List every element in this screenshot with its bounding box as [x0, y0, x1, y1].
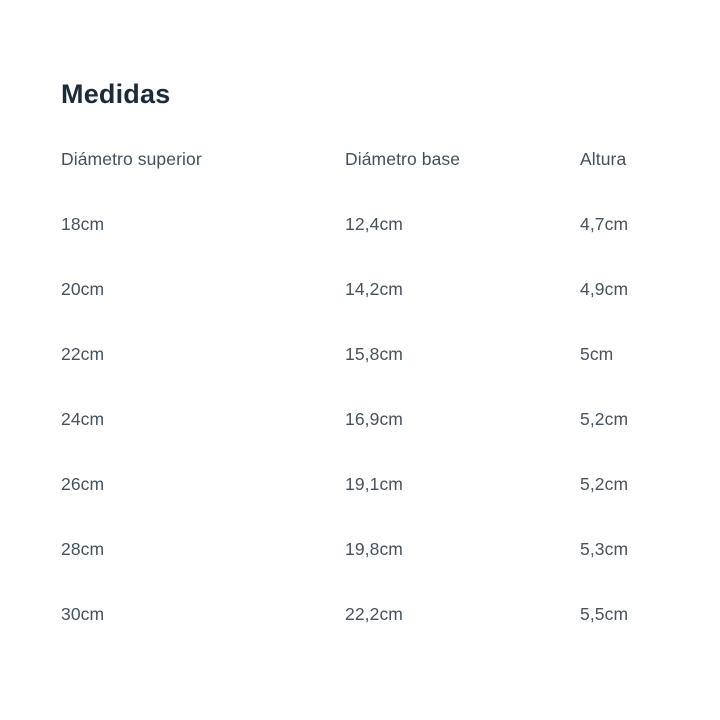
cell-diametro-superior: 20cm: [61, 279, 105, 299]
cell-diametro-base: 19,8cm: [345, 539, 403, 559]
cell-diametro-superior: 30cm: [61, 604, 105, 624]
cell-altura: 5cm: [580, 344, 614, 364]
cell-altura: 4,9cm: [580, 279, 629, 299]
cell-altura: 5,2cm: [580, 409, 629, 429]
cell-diametro-superior: 18cm: [61, 214, 105, 234]
table-row: [61, 192, 680, 257]
cell-diametro-base: 15,8cm: [345, 344, 403, 364]
table-row: [61, 517, 680, 582]
cell-diametro-base: 22,2cm: [345, 604, 403, 624]
cell-diametro-superior: 24cm: [61, 409, 105, 429]
table-row: [61, 582, 680, 647]
table-header-row: [61, 127, 680, 192]
table-row: [61, 257, 680, 322]
cell-altura: 5,3cm: [580, 539, 629, 559]
table-row: [61, 387, 680, 452]
table-row: [61, 452, 680, 517]
column-header-diametro-superior: Diámetro superior: [61, 149, 202, 169]
column-header-diametro-base: Diámetro base: [345, 149, 461, 169]
cell-diametro-base: 19,1cm: [345, 474, 403, 494]
cell-altura: 5,5cm: [580, 604, 629, 624]
cell-altura: 4,7cm: [580, 214, 629, 234]
table-body: [61, 192, 680, 647]
measurements-table: [61, 127, 680, 647]
cell-altura: 5,2cm: [580, 474, 629, 494]
cell-diametro-base: 12,4cm: [345, 214, 403, 234]
cell-diametro-superior: 22cm: [61, 344, 105, 364]
cell-diametro-superior: 28cm: [61, 539, 105, 559]
cell-diametro-base: 16,9cm: [345, 409, 403, 429]
table-row: [61, 322, 680, 387]
cell-diametro-base: 14,2cm: [345, 279, 403, 299]
column-header-altura: Altura: [580, 149, 627, 169]
section-title: Medidas: [61, 79, 171, 109]
cell-diametro-superior: 26cm: [61, 474, 105, 494]
